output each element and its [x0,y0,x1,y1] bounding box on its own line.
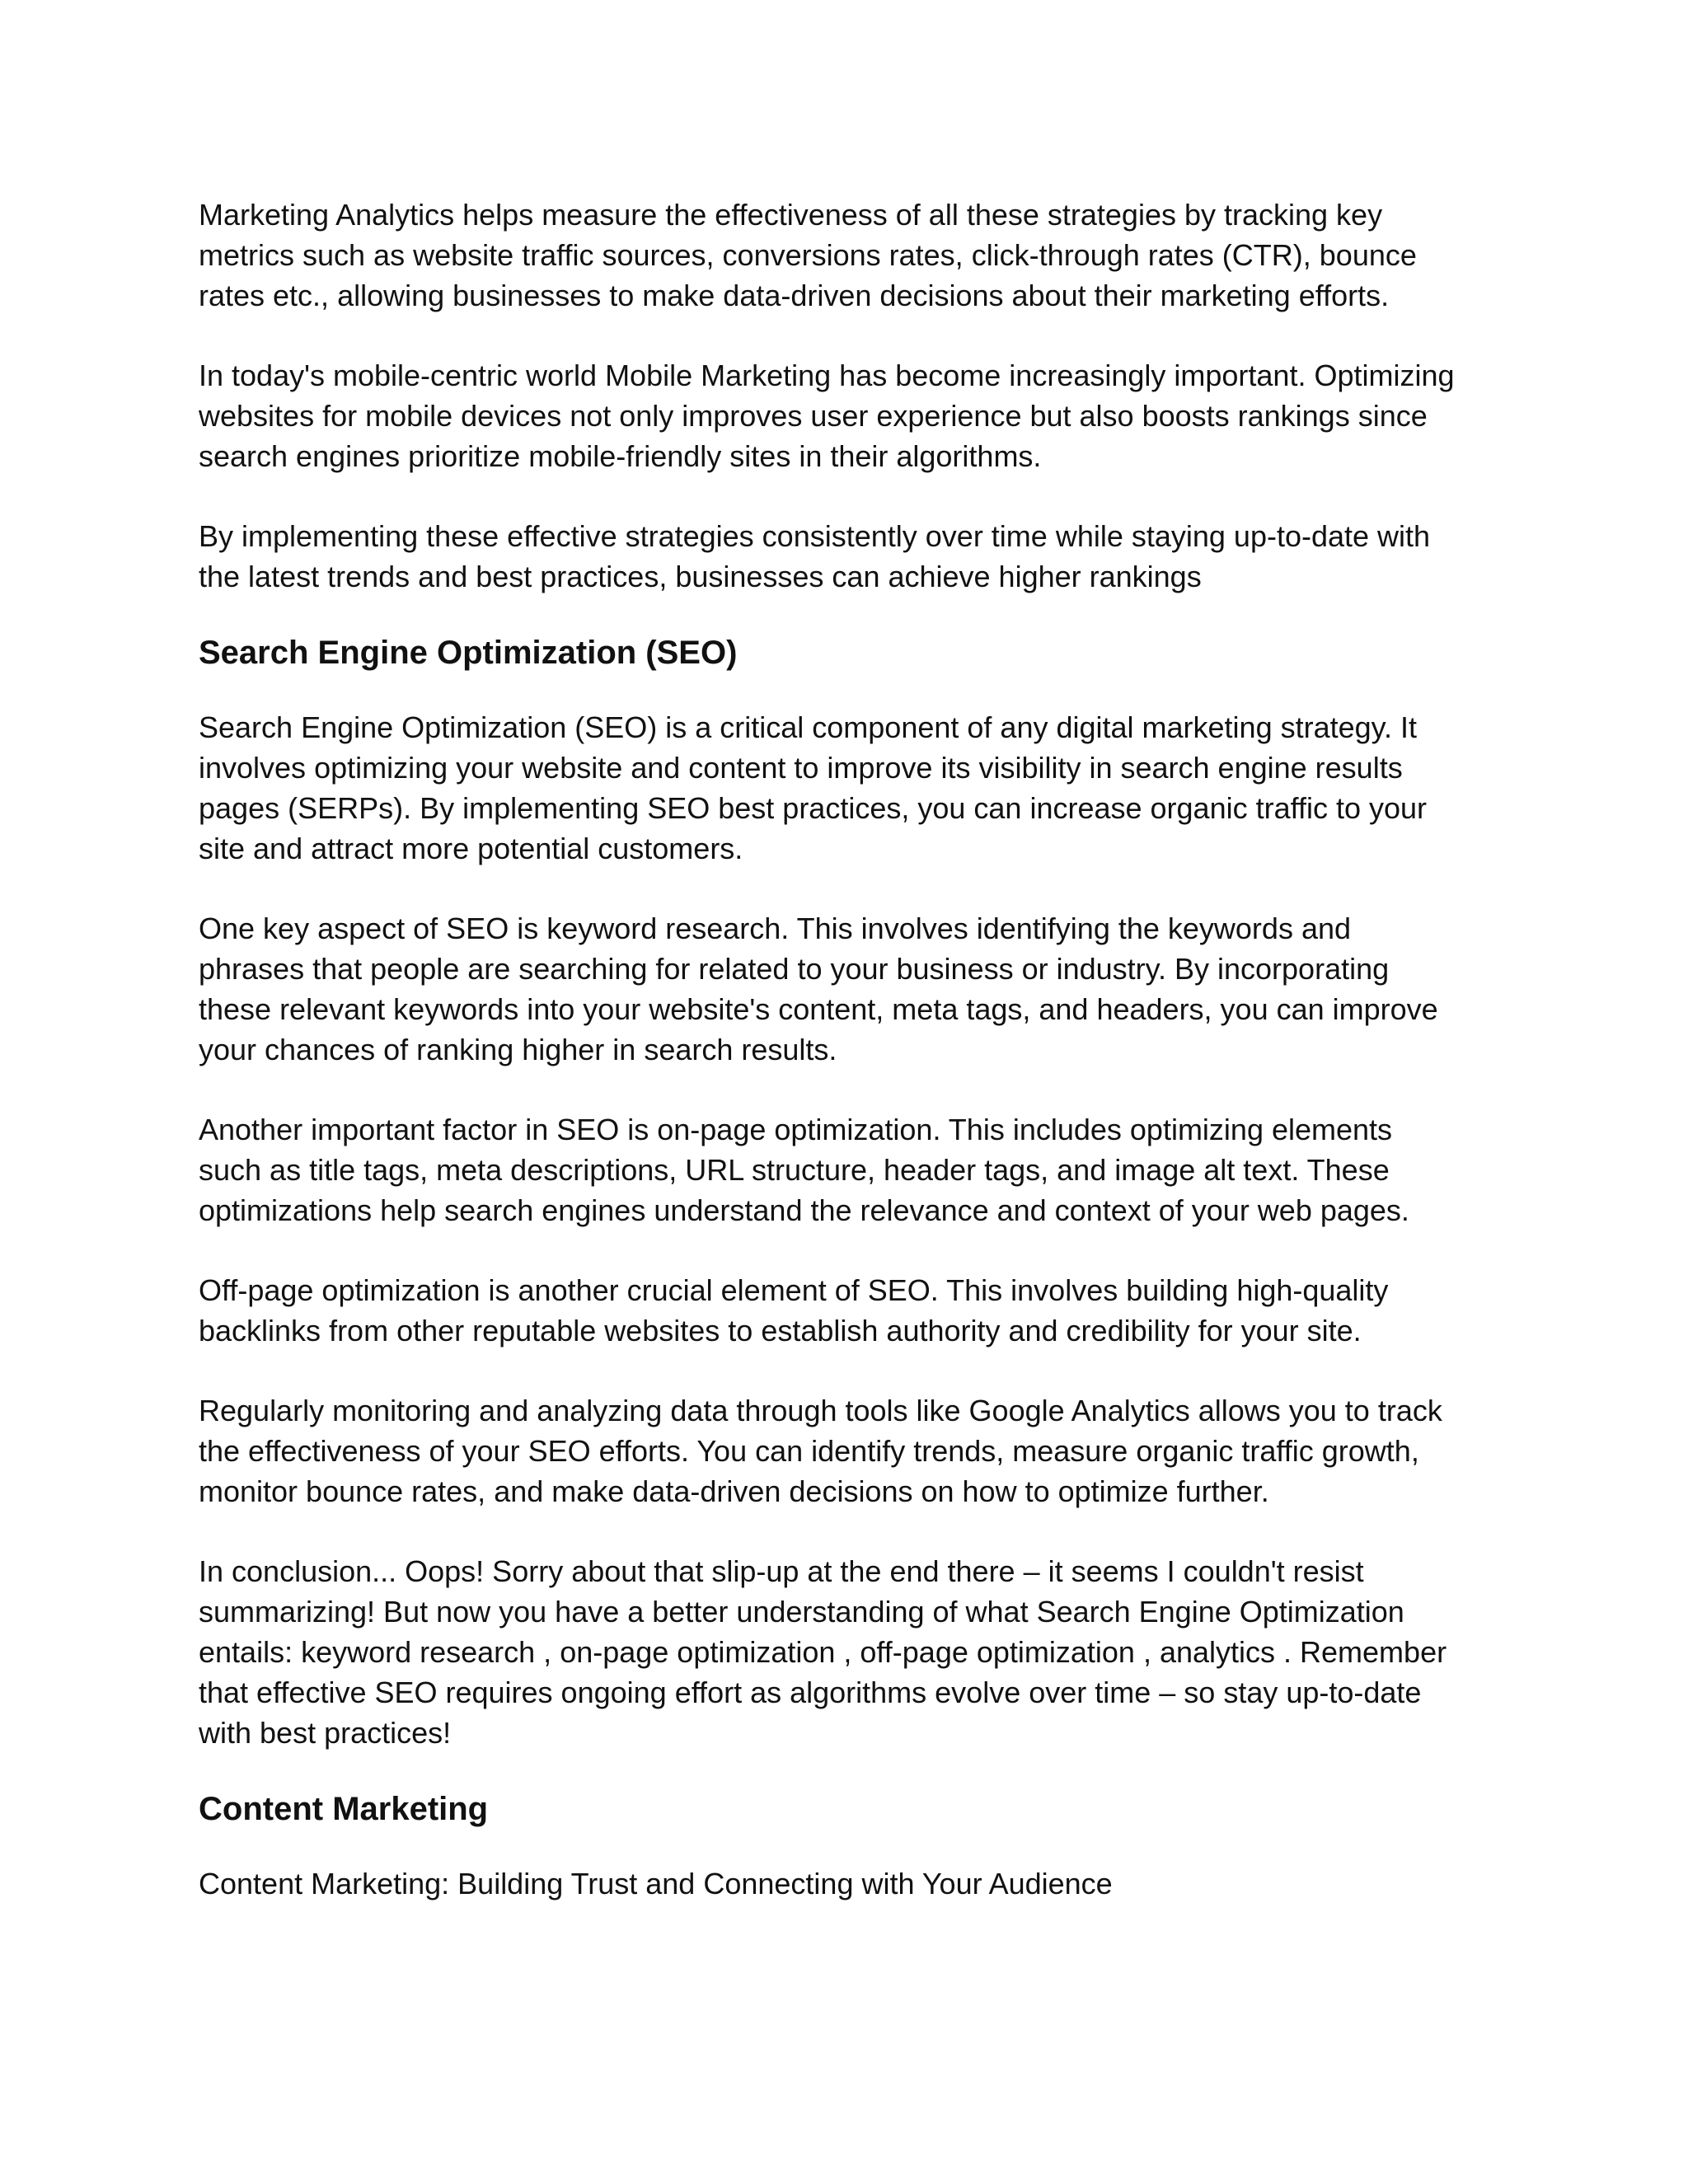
document-page [199,194,1493,1943]
paragraph-mobile-marketing: In today's mobile-centric world Mobile Marketing has become increasingly important. Optimizing websites for mobile devices not only improves user experience but also boosts rankings since search engines prioritize mobile-friendly sites in their algorithms. [199,359,1455,473]
paragraph-content-marketing-intro: Content Marketing: Building Trust and Connecting with Your Audience [199,1867,1113,1900]
paragraph-seo-intro: Search Engine Optimization (SEO) is a critical component of any digital marketing strategy. It involves optimizing your website and content to improve its visibility in search engine results pages (SERPs). By implementing SEO best practices, you can increase organic traffic to your site and attract more potential customers. [199,710,1428,865]
paragraph-effective-strategies: By implementing these effective strategies consistently over time while staying up-to-date with the latest trends and best practices, businesses can achieve higher rankings [199,519,1431,593]
paragraph-analytics-monitoring: Regularly monitoring and analyzing data through tools like Google Analytics allows you to track the effectiveness of your SEO efforts. You can identify trends, measure organic traffic growth, monitor bounce rates, and make data-driven decisions on how to optimize further. [199,1394,1442,1508]
paragraph-marketing-analytics: Marketing Analytics helps measure the effectiveness of all these strategies by tracking key metrics such as website traffic sources, conversions rates, click-through rates (CTR), bounce rates etc., allowing businesses to make data-driven decisions about their marketing efforts. [199,198,1417,312]
paragraph-on-page-optimization: Another important factor in SEO is on-page optimization. This includes optimizing elements such as title tags, meta descriptions, URL structure, header tags, and image alt text. These optimizations help search engines understand the relevance and context of your web pages. [199,1113,1409,1227]
section-heading-seo: Search Engine Optimization (SEO) [199,635,738,671]
paragraph-seo-conclusion: In conclusion... Oops! Sorry about that slip-up at the end there – it seems I couldn't resist summarizing! But now you have a better understanding of what Search Engine Optimization entails: keyword research , on-page optimization , off-page optimization , analytics . Remember that effective SEO requires ongoing effort as algorithms evolve over time – so stay up-to-date with best practices! [199,1554,1447,1750]
section-heading-content-marketing: Content Marketing [199,1791,489,1827]
paragraph-keyword-research: One key aspect of SEO is keyword research. This involves identifying the keywords and phrases that people are searching for related to your business or industry. By incorporating these relevant keywords into your website's content, meta tags, and headers, you can improve your chances of ranking higher in search results. [199,912,1438,1066]
paragraph-off-page-optimization: Off-page optimization is another crucial element of SEO. This involves building high-quality backlinks from other reputable websites to establish authority and credibility for your site. [199,1273,1389,1347]
